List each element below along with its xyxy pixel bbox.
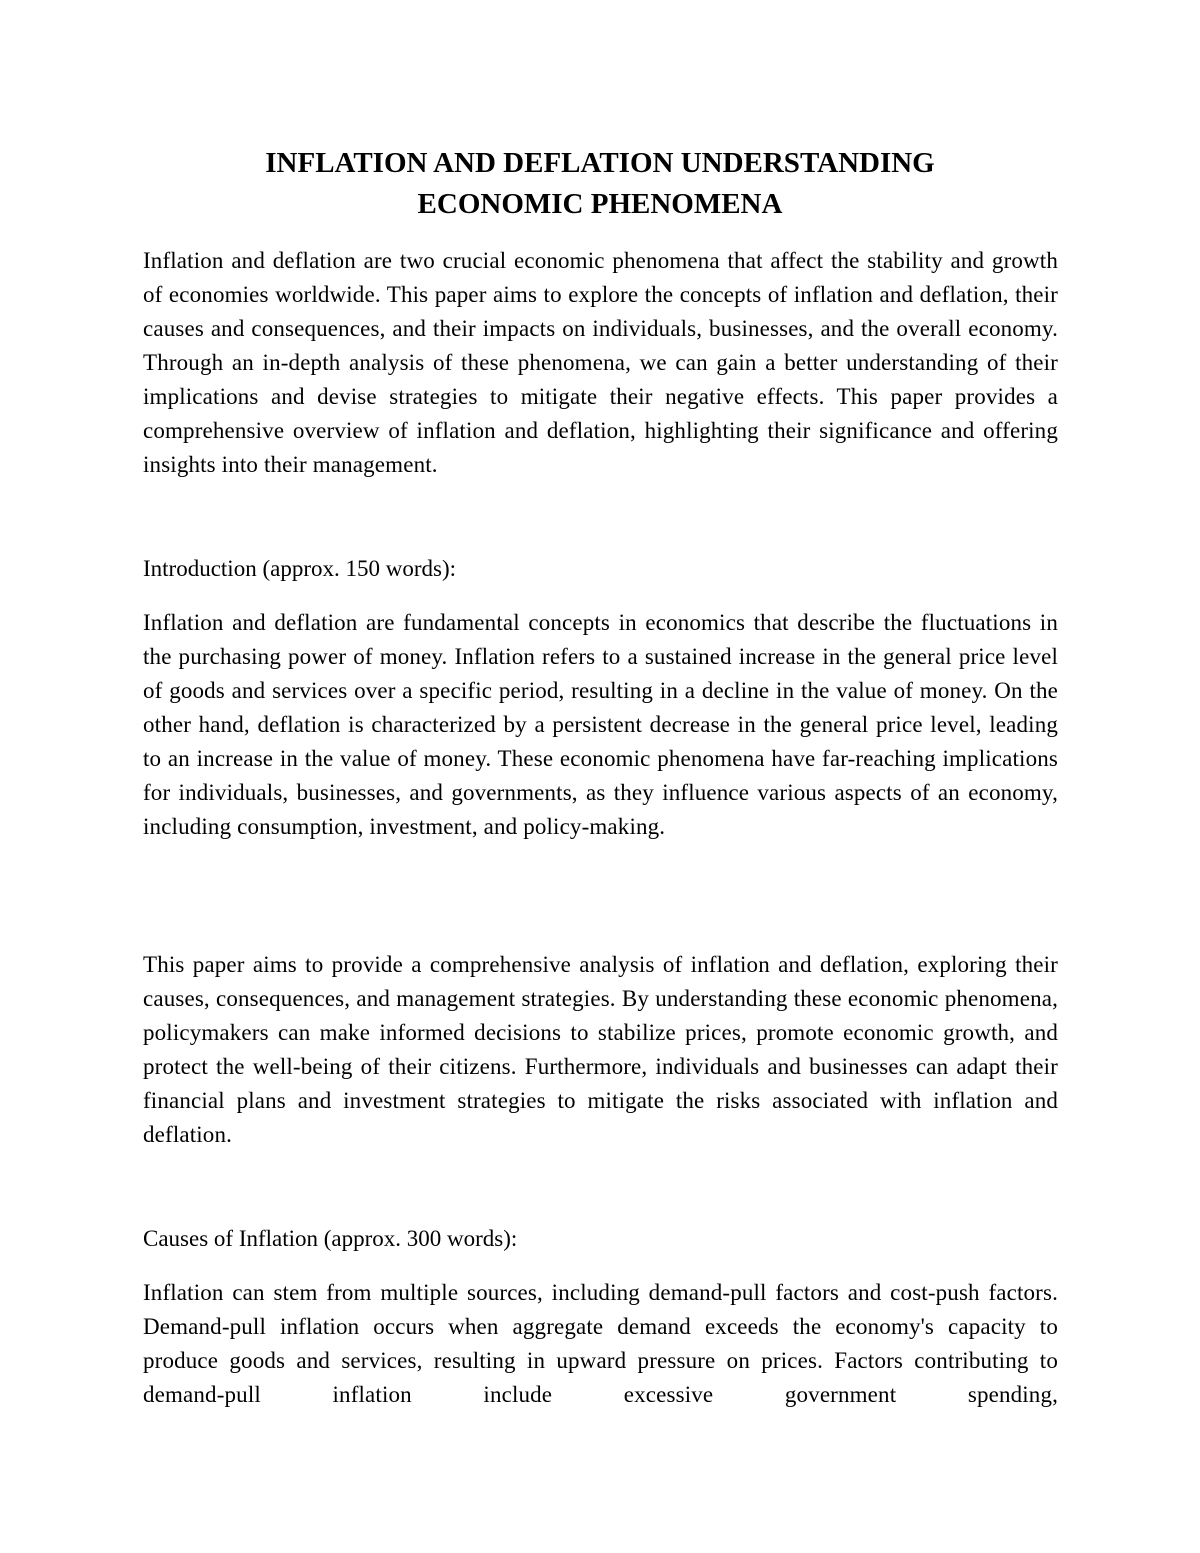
- document-title: [140, 143, 1060, 225]
- title-line-1: INFLATION AND DEFLATION UNDERSTANDING: [265, 147, 935, 179]
- introduction-heading: Introduction (approx. 150 words):: [143, 556, 456, 581]
- introduction-paragraph-1: Inflation and deflation are fundamental concepts in economics that describe the fluctuations in the purchasing power of money. Inflation refers to a sustained increase in the general price level of goods and services over a specific period, resulting in a decline in the value of money. On the other hand, deflation is characterized by a persistent decrease in the general price level, leading to an increase in the value of money. These economic phenomena have far-reaching implications for individuals, businesses, and governments, as they influence various aspects of an economy, including consumption, investment, and policy-making.: [143, 610, 1058, 839]
- title-line-2: ECONOMIC PHENOMENA: [417, 188, 783, 220]
- introduction-paragraph-2: This paper aims to provide a comprehensive analysis of inflation and deflation, exploring their causes, consequences, and management strategies. By understanding these economic phenomena, policymakers can make informed decisions to stabilize prices, promote economic growth, and protect the well-being of their citizens. Furthermore, individuals and businesses can adapt their financial plans and investment strategies to mitigate the risks associated with inflation and deflation.: [143, 952, 1058, 1147]
- causes-of-inflation-heading: Causes of Inflation (approx. 300 words):: [143, 1226, 518, 1251]
- abstract-paragraph: Inflation and deflation are two crucial economic phenomena that affect the stability and growth of economies worldwide. This paper aims to explore the concepts of inflation and deflation, their causes and consequences, and their impacts on individuals, businesses, and the overall economy. Through an in-depth analysis of these phenomena, we can gain a better understanding of their implications and devise strategies to mitigate their negative effects. This paper provides a comprehensive overview of inflation and deflation, highlighting their significance and offering insights into their management.: [143, 248, 1058, 477]
- causes-of-inflation-paragraph: Inflation can stem from multiple sources, including demand-pull factors and cost-push factors. Demand-pull inflation occurs when aggregate demand exceeds the economy's capacity to produce goods and services, resulting in upward pressure on prices. Factors contributing to demand-pull inflation include excessive government spending,: [143, 1280, 1058, 1407]
